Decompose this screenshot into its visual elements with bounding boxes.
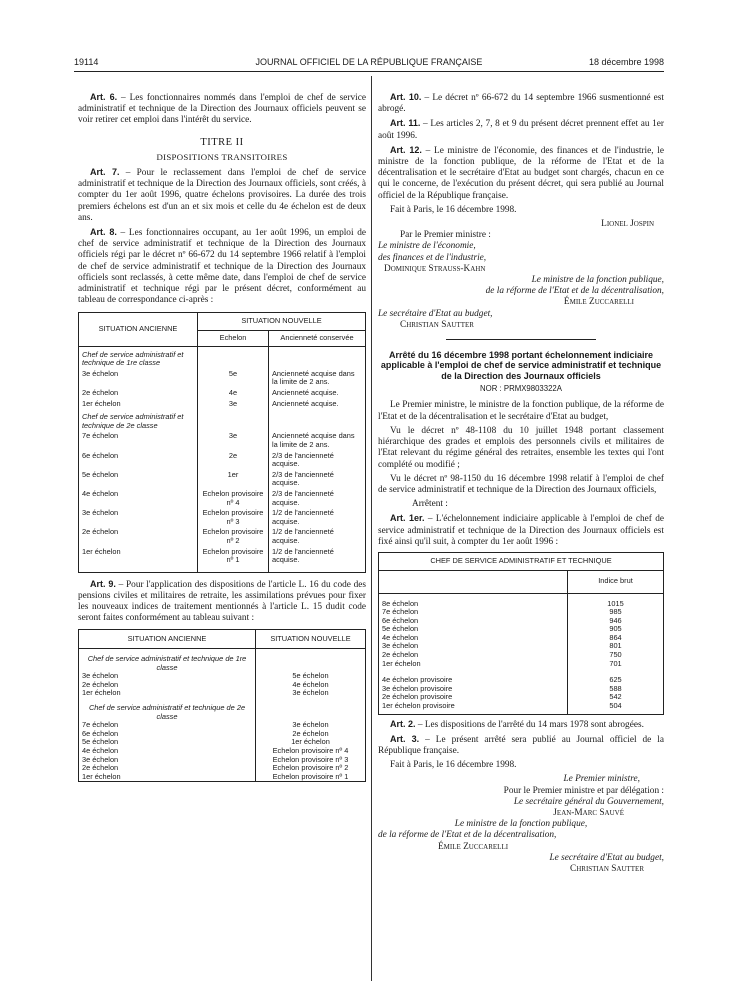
t1-old-echelon: 5e échelon bbox=[82, 469, 119, 479]
t1-head-new: SITUATION NOUVELLE bbox=[198, 313, 366, 331]
t3-echelon: 4e échelon bbox=[382, 632, 419, 642]
reclassement-table bbox=[78, 312, 366, 572]
page-number: 19114 bbox=[74, 57, 99, 67]
t2-head-new: SITUATION NOUVELLE bbox=[256, 629, 366, 649]
article-8: Art. 8. – Les fonctionnaires occupant, au 1er août 1996, un emploi de chef de service administratif et technique de la Direction des Journaux officiels régi par le décret nº 66-672 du 14 septembre 1966 relatif à l'emploi de chef de service administratif et technique de la Direction des Journaux officiels sont reclassés, à cette même date, dans l'emploi de chef de service administratif et technique régi par le présent décret, conformément au tableau de correspondance ci-après : bbox=[78, 227, 366, 306]
pm2-line: Le Premier ministre, bbox=[563, 774, 640, 785]
t3-echelon: 1er échelon provisoire bbox=[382, 701, 455, 711]
t3-echelon: 7e échelon bbox=[382, 607, 419, 617]
t1-old-echelon: 3e échelon bbox=[82, 508, 119, 518]
t3-indice: 801 bbox=[568, 642, 664, 651]
t1-old-echelon: 6e échelon bbox=[82, 450, 119, 460]
sec-budget-line: Le secrétaire d'Etat au budget, bbox=[378, 308, 493, 319]
t3-echelon: 4e échelon provisoire bbox=[382, 675, 453, 685]
fp2-name: Émile Zuccarelli bbox=[438, 841, 509, 852]
t1-old-echelon: 3e échelon bbox=[82, 368, 119, 378]
t3-row bbox=[379, 702, 664, 711]
t3-echelon: 6e échelon bbox=[382, 615, 419, 625]
t1-row bbox=[79, 451, 366, 470]
t2-new-echelon: Echelon provisoire nº 3 bbox=[256, 756, 366, 765]
signature-pm: Lionel Jospin bbox=[601, 219, 654, 230]
t1-row bbox=[79, 388, 366, 399]
sb2-name: Christian Sautter bbox=[570, 864, 644, 875]
sb2-line: Le secrétaire d'Etat au budget, bbox=[549, 852, 664, 863]
t1-group-1: Chef de service administratif et technique de 1re classe bbox=[82, 349, 184, 368]
t3-indice: 946 bbox=[568, 617, 664, 626]
t2-group-1: Chef de service administratif et technique de 1re classe bbox=[87, 654, 247, 672]
t3-indice: 625 bbox=[568, 676, 664, 685]
t1-group-2: Chef de service administratif et technique de 2e classe bbox=[82, 412, 184, 430]
t1-head-echelon: Echelon bbox=[198, 331, 269, 347]
section-rule bbox=[446, 339, 596, 340]
t1-new-echelon: 3e bbox=[198, 399, 269, 410]
t1-row bbox=[79, 431, 366, 450]
t1-old-echelon: 1er échelon bbox=[82, 546, 121, 556]
t3-echelon: 2e échelon provisoire bbox=[382, 692, 453, 702]
pm2-delegation: Pour le Premier ministre et par délégation : bbox=[503, 785, 664, 796]
t1-old-echelon: 2e échelon bbox=[82, 388, 119, 398]
t3-echelon: 5e échelon bbox=[382, 624, 419, 634]
page-header bbox=[74, 57, 664, 71]
t3-indice: 542 bbox=[568, 693, 664, 702]
t1-old-echelon: 4e échelon bbox=[82, 488, 119, 498]
t1-anciennete: 1/2 de l'ancienneté acquise. bbox=[269, 508, 366, 527]
t2-old-echelon: 3e échelon bbox=[82, 671, 119, 681]
t1-old-echelon: 1er échelon bbox=[82, 398, 121, 408]
t1-row bbox=[79, 508, 366, 527]
sg-name: Jean-Marc Sauvé bbox=[553, 808, 624, 819]
t2-row bbox=[79, 689, 366, 698]
t2-row bbox=[79, 773, 366, 782]
t2-group-2: Chef de service administratif et technique de 2e classe bbox=[88, 703, 246, 721]
t1-anciennete: 2/3 de l'ancienneté acquise. bbox=[269, 489, 366, 508]
article-6: Art. 6. – Les fonctionnaires nommés dans l'emploi de chef de service administratif et technique de la Direction des Journaux officiels peuvent se voir retirer cet emploi dans l'intérêt du service. bbox=[78, 92, 366, 126]
t1-row bbox=[79, 470, 366, 489]
vu-decret-1998: Vu le décret nº 98-1150 du 16 décembre 1998 relatif à l'emploi de chef de service administratif et technique de la Direction des Journaux officiels, bbox=[378, 473, 664, 495]
min-eco-line-2: des finances et de l'industrie, bbox=[378, 252, 487, 263]
par-le-premier-ministre: Par le Premier ministre : bbox=[400, 230, 491, 241]
titre-heading: TITRE II bbox=[200, 136, 244, 148]
t2-old-echelon: 1er échelon bbox=[82, 688, 121, 698]
t3-indice: 1015 bbox=[568, 600, 664, 609]
t2-new-echelon: 3e échelon bbox=[256, 721, 366, 730]
t2-new-echelon: 1er échelon bbox=[256, 738, 366, 747]
journal-title: JOURNAL OFFICIEL DE LA RÉPUBLIQUE FRANÇAISE bbox=[255, 57, 483, 67]
t1-anciennete: Ancienneté acquise. bbox=[269, 388, 366, 399]
dispositions-heading: DISPOSITIONS TRANSITOIRES bbox=[156, 151, 288, 162]
t3-indice: 864 bbox=[568, 634, 664, 643]
article-12: Art. 12. – Le ministre de l'économie, des finances et de l'industrie, le ministre de la fonction publique, de la réforme de l'Etat et de la décentralisation et le secrétaire d'Etat au budget sont chargés, chacun en ce qui le concerne, de l'exécution du présent décret, qui sera publié au Journal officiel de la République française. bbox=[378, 144, 664, 201]
t1-row bbox=[79, 369, 366, 388]
t1-head-anciennete: Ancienneté conservée bbox=[269, 331, 366, 347]
fp2-line-2: de la réforme de l'Etat et de la décentralisation, bbox=[378, 830, 557, 841]
article-7: Art. 7. – Pour le reclassement dans l'emploi de chef de service administratif et technique de la Direction des Journaux officiels, sont créés, à compter du 1er août 1996, quatre échelons provisoires. La durée des trois premiers échelons est d'un an et six mois et celle du 4e échelon est de deux ans. bbox=[78, 167, 366, 223]
sec-budget-name: Christian Sautter bbox=[400, 319, 474, 330]
t2-old-echelon: 6e échelon bbox=[82, 728, 119, 738]
t1-anciennete: Ancienneté acquise dans la limite de 2 ans. bbox=[269, 431, 366, 450]
t2-old-echelon: 2e échelon bbox=[82, 763, 119, 773]
arretent: Arrêtent : bbox=[412, 499, 448, 510]
t1-new-echelon: Echelon provisoire nº 2 bbox=[198, 527, 269, 546]
t1-anciennete: 2/3 de l'ancienneté acquise. bbox=[269, 470, 366, 489]
sg-line: Le secrétaire général du Gouvernement, bbox=[513, 796, 664, 807]
fp2-line-1: Le ministre de la fonction publique, bbox=[454, 819, 588, 830]
t2-old-echelon: 3e échelon bbox=[82, 754, 119, 764]
article-1: Art. 1er. – L'échelonnement indiciaire applicable à l'emploi de chef de service administratif et technique de la Direction des Journaux officiels est fixé ainsi qu'il suit, à compter du 1er août 1996 : bbox=[378, 513, 664, 547]
t2-new-echelon: 5e échelon bbox=[256, 672, 366, 681]
issue-date: 18 décembre 1998 bbox=[588, 57, 664, 67]
t1-row bbox=[79, 489, 366, 508]
t3-indice: 504 bbox=[568, 702, 664, 711]
assimilation-table bbox=[78, 629, 366, 783]
t1-new-echelon: Echelon provisoire nº 4 bbox=[198, 489, 269, 508]
t3-echelon: 3e échelon provisoire bbox=[382, 683, 453, 693]
t2-new-echelon: Echelon provisoire nº 1 bbox=[256, 773, 366, 782]
t1-old-echelon: 7e échelon bbox=[82, 431, 119, 441]
t3-indice: 985 bbox=[568, 608, 664, 617]
indice-table bbox=[378, 552, 664, 715]
min-eco-name: Dominique Strauss-Kahn bbox=[384, 263, 486, 274]
t2-new-echelon: 2e échelon bbox=[256, 730, 366, 739]
t3-row bbox=[379, 660, 664, 669]
t2-new-echelon: 4e échelon bbox=[256, 681, 366, 690]
t1-head-old: SITUATION ANCIENNE bbox=[79, 313, 198, 346]
fait-a-paris-1: Fait à Paris, le 16 décembre 1998. bbox=[390, 204, 517, 215]
t2-old-echelon: 5e échelon bbox=[82, 737, 119, 747]
t1-row bbox=[79, 527, 366, 546]
min-fp-line-2: de la réforme de l'Etat et de la décentralisation, bbox=[485, 286, 664, 297]
article-10: Art. 10. – Le décret nº 66-672 du 14 septembre 1966 susmentionné est abrogé. bbox=[378, 92, 664, 115]
t3-echelon: 1er échelon bbox=[382, 658, 421, 668]
article-3: Art. 3. – Le présent arrêté sera publié au Journal officiel de la République française. bbox=[378, 733, 664, 757]
t1-new-echelon: Echelon provisoire nº 1 bbox=[198, 547, 269, 566]
column-divider bbox=[371, 76, 372, 981]
t1-anciennete: 2/3 de l'ancienneté acquise. bbox=[269, 451, 366, 470]
t1-new-echelon: 1er bbox=[198, 470, 269, 489]
article-2: Art. 2. – Les dispositions de l'arrêté du 14 mars 1978 sont abrogées. bbox=[390, 718, 644, 730]
t1-new-echelon: 2e bbox=[198, 451, 269, 470]
t1-row bbox=[79, 399, 366, 410]
t1-new-echelon: 4e bbox=[198, 388, 269, 399]
t2-new-echelon: 3e échelon bbox=[256, 689, 366, 698]
vu-decret-1948: Vu le décret nº 48-1108 du 10 juillet 1948 portant classement hiérarchique des grades et emplois des personnels civils et militaires de l'Etat relevant du régime général des retraites, ensemble les textes qui l'ont complété ou modifié ; bbox=[378, 425, 664, 470]
t3-head-title: CHEF DE SERVICE ADMINISTRATIF ET TECHNIQUE bbox=[379, 552, 664, 570]
t1-new-echelon: Echelon provisoire nº 3 bbox=[198, 508, 269, 527]
t2-old-echelon: 4e échelon bbox=[82, 746, 119, 756]
arrete-title: Arrêté du 16 décembre 1998 portant échelonnement indiciaire applicable à l'emploi de chef de service administratif et technique de la Direction des Journaux officiels bbox=[380, 350, 662, 381]
t3-echelon: 2e échelon bbox=[382, 650, 419, 660]
t3-indice: 701 bbox=[568, 660, 664, 669]
t1-anciennete: 1/2 de l'ancienneté acquise. bbox=[269, 547, 366, 566]
t3-echelon: 3e échelon bbox=[382, 641, 419, 651]
min-fp-line-1: Le ministre de la fonction publique, bbox=[531, 275, 664, 286]
min-fp-name: Émile Zuccarelli bbox=[563, 297, 634, 308]
right-column bbox=[378, 92, 664, 875]
header-rule bbox=[74, 71, 664, 72]
t2-old-echelon: 2e échelon bbox=[82, 679, 119, 689]
min-eco-line-1: Le ministre de l'économie, bbox=[378, 241, 476, 252]
nor-reference: NOR : PRMX9803322A bbox=[480, 384, 562, 394]
t1-anciennete: 1/2 de l'ancienneté acquise. bbox=[269, 527, 366, 546]
t2-new-echelon: Echelon provisoire nº 4 bbox=[256, 747, 366, 756]
fait-a-paris-2: Fait à Paris, le 16 décembre 1998. bbox=[390, 760, 517, 771]
t1-anciennete: Ancienneté acquise. bbox=[269, 399, 366, 410]
left-column bbox=[78, 92, 366, 786]
t2-head-old: SITUATION ANCIENNE bbox=[79, 629, 256, 649]
t3-indice: 588 bbox=[568, 685, 664, 694]
t2-new-echelon: Echelon provisoire nº 2 bbox=[256, 764, 366, 773]
t1-new-echelon: 3e bbox=[198, 431, 269, 450]
article-11: Art. 11. – Les articles 2, 7, 8 et 9 du présent décret prennent effet au 1er août 1996. bbox=[378, 118, 665, 141]
pm-intro: Le Premier ministre, le ministre de la fonction publique, de la réforme de l'Etat et de la décentralisation et le secrétaire d'Etat au budget, bbox=[378, 400, 664, 422]
t3-head-indice: Indice brut bbox=[568, 570, 664, 593]
t1-old-echelon: 2e échelon bbox=[82, 527, 119, 537]
t1-row bbox=[79, 547, 366, 566]
t3-echelon: 8e échelon bbox=[382, 598, 419, 608]
article-9: Art. 9. – Pour l'application des dispositions de l'article L. 16 du code des pensions civiles et militaires de retraite, les assimilations prévues pour fixer les nouveaux indices de traitement mentionnés à l'article L. 15 dudit code seront faites conformément au tableau suivant : bbox=[78, 578, 366, 624]
t2-old-echelon: 1er échelon bbox=[82, 771, 121, 781]
t1-anciennete: Ancienneté acquise dans la limite de 2 ans. bbox=[269, 369, 366, 388]
t2-old-echelon: 7e échelon bbox=[82, 720, 119, 730]
t3-indice: 750 bbox=[568, 651, 664, 660]
t3-indice: 905 bbox=[568, 625, 664, 634]
t1-new-echelon: 5e bbox=[198, 369, 269, 388]
